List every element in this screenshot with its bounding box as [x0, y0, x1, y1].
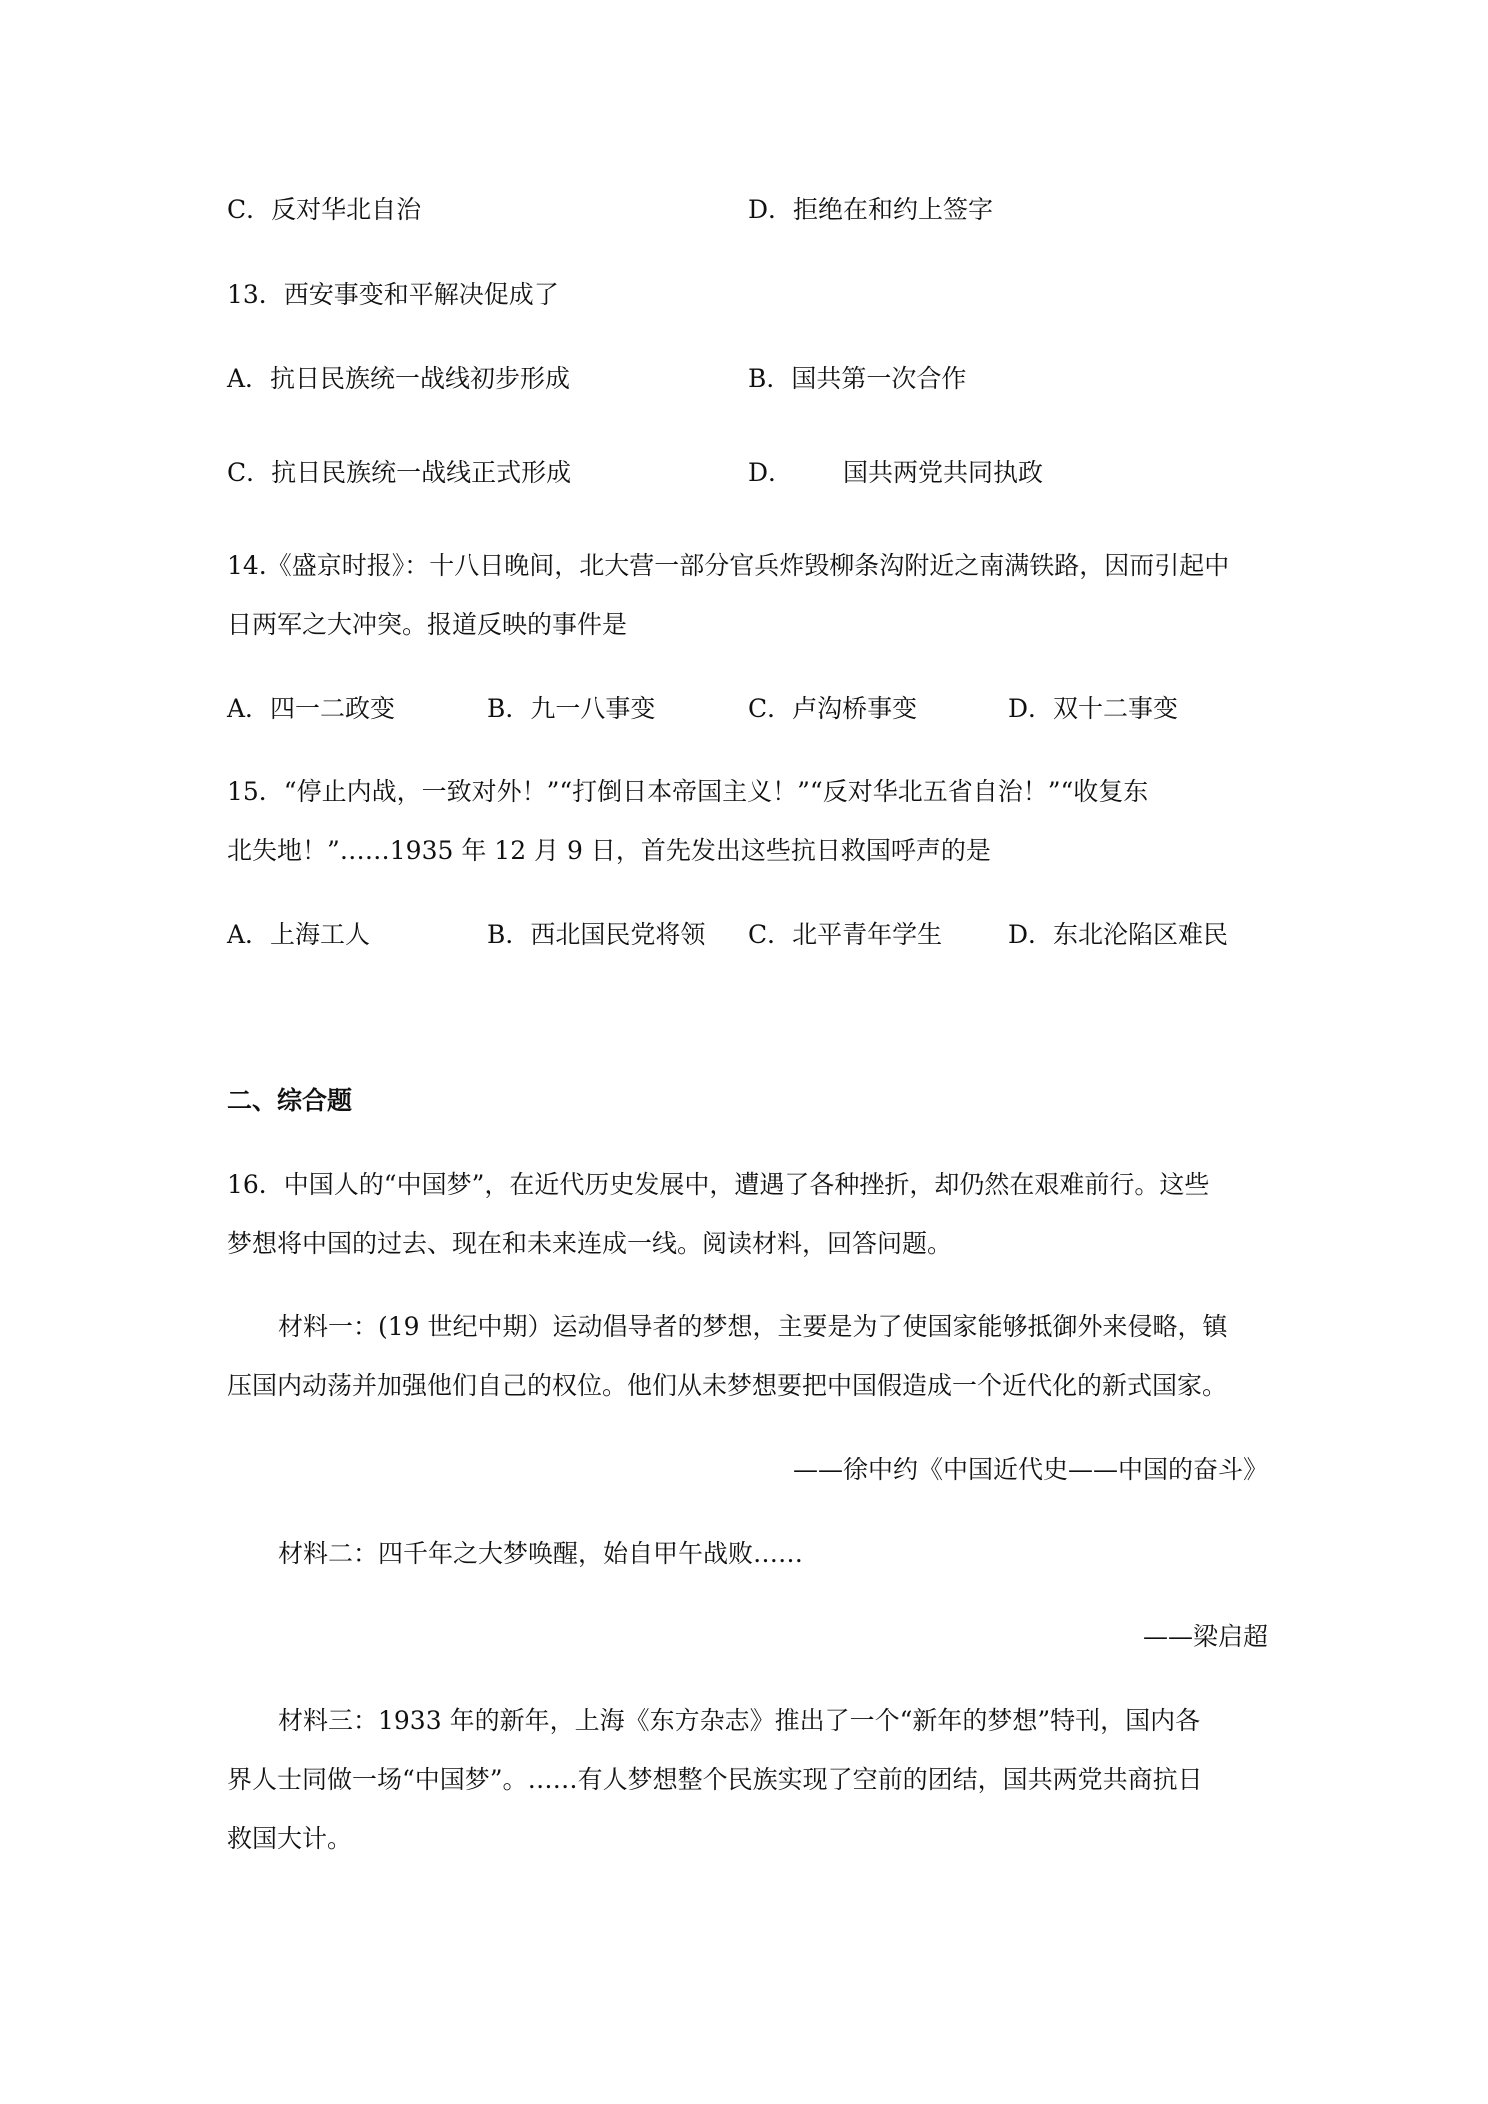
material2-line1: 材料二：四千年之大梦唤醒，始自甲午战败…… [278, 1539, 804, 1568]
q14-option-b: B．九一八事变 [487, 694, 656, 723]
q15-option-d: D．东北沦陷区难民 [1008, 920, 1229, 949]
q14-option-d: D．双十二事变 [1008, 694, 1179, 723]
material1-line1: 材料一：(19 世纪中期）运动倡导者的梦想，主要是为了使国家能够抵御外来侵略，镇 [278, 1312, 1228, 1341]
q15-option-b: B．西北国民党将领 [487, 920, 706, 949]
q13-option-d-text: 国共两党共同执政 [843, 458, 1044, 487]
q13-option-d-letter: D． [748, 458, 794, 487]
q13-option-b: B．国共第一次合作 [748, 364, 967, 393]
material1-source: ——徐中约《中国近代史——中国的奋斗》 [792, 1455, 1268, 1484]
q13-option-a: A．抗日民族统一战线初步形成 [227, 364, 571, 393]
q15-option-a: A．上海工人 [227, 920, 371, 949]
q15-stem-line1: 15．“停止内战，一致对外！”“打倒日本帝国主义！”“反对华北五省自治！”“收复东 [227, 777, 1149, 806]
q16-stem-line2: 梦想将中国的过去、现在和未来连成一线。阅读材料，回答问题。 [227, 1229, 953, 1258]
q14-stem-line2: 日两军之大冲突。报道反映的事件是 [227, 610, 628, 639]
material3-line2: 界人士同做一场“中国梦”。……有人梦想整个民族实现了空前的团结，国共两党共商抗日 [227, 1765, 1203, 1794]
q15-stem-line2: 北失地！”……1935 年 12 月 9 日，首先发出这些抗日救国呼声的是 [227, 836, 991, 865]
section-heading: 二、综合题 [227, 1086, 353, 1115]
material3-line1: 材料三：1933 年的新年，上海《东方杂志》推出了一个“新年的梦想”特刊，国内各 [278, 1706, 1201, 1735]
q14-stem-line1: 14.《盛京时报》：十八日晚间，北大营一部分官兵炸毁柳条沟附近之南满铁路，因而引起中 [227, 551, 1230, 580]
q14-option-a: A．四一二政变 [227, 694, 396, 723]
q16-stem-line1: 16．中国人的“中国梦”，在近代历史发展中，遭遇了各种挫折，却仍然在艰难前行。这些 [227, 1170, 1210, 1199]
material1-line2: 压国内动荡并加强他们自己的权位。他们从未梦想要把中国假造成一个近代化的新式国家。 [227, 1371, 1228, 1400]
material3-line3: 救国大计。 [227, 1824, 353, 1853]
q15-option-c: C．北平青年学生 [748, 920, 943, 949]
q13-option-c: C．抗日民族统一战线正式形成 [227, 458, 572, 487]
q14-option-c: C．卢沟桥事变 [748, 694, 918, 723]
q13-stem: 13．西安事变和平解决促成了 [227, 280, 559, 309]
material2-source: ——梁启超 [1142, 1622, 1268, 1651]
q12-option-c: C．反对华北自治 [227, 195, 422, 224]
q12-option-d: D．拒绝在和约上签字 [748, 195, 994, 224]
